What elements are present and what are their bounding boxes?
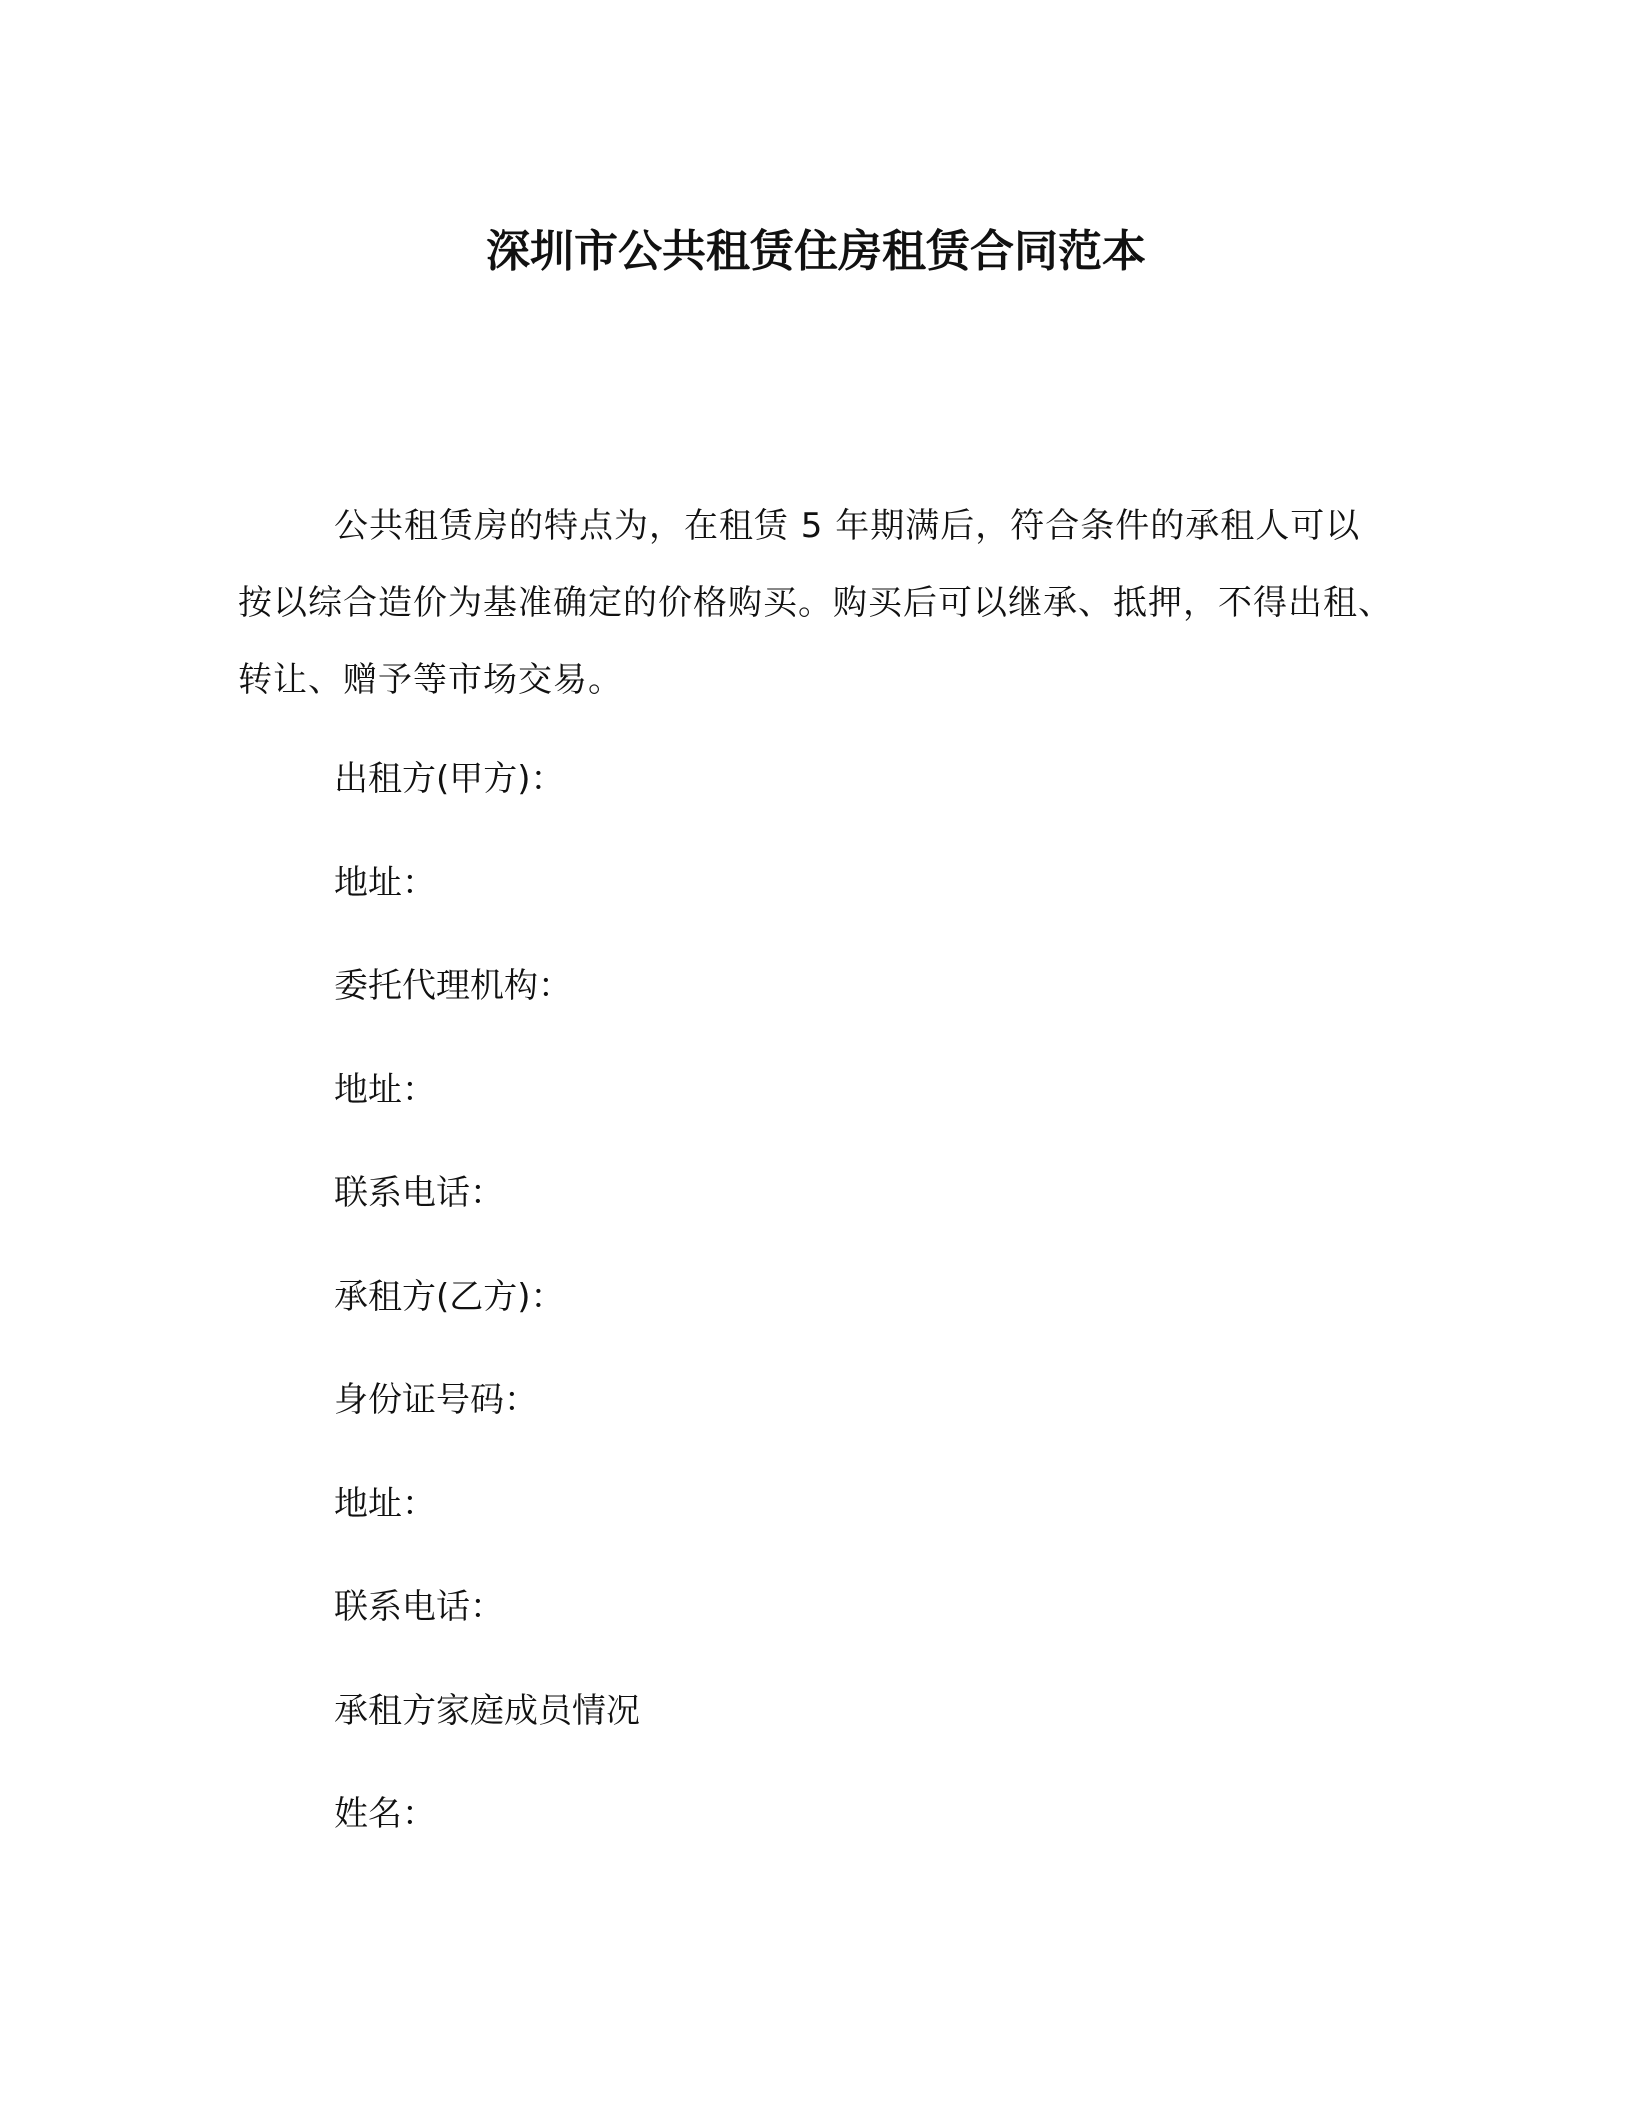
family-members-heading: 承租方家庭成员情况 — [334, 1691, 640, 1731]
name-label: 姓名： — [334, 1794, 436, 1834]
lessor-address-label: 地址： — [334, 863, 436, 903]
id-number-label: 身份证号码： — [334, 1380, 538, 1420]
intro-paragraph: 公共租赁房的特点为，在租赁 5 年期满后，符合条件的承租人可以按以综合造价为基准确定的价格购买。购买后可以继承、抵押，不得出租、转让、赠予等市场交易。 — [238, 506, 1393, 700]
lessee-address-label: 地址： — [334, 1484, 436, 1524]
lessee-label: 承租方(乙方)： — [334, 1277, 565, 1317]
lessee-phone-label: 联系电话： — [334, 1587, 504, 1627]
agency-label: 委托代理机构： — [334, 966, 572, 1006]
agency-address-label: 地址： — [334, 1070, 436, 1110]
document-title: 深圳市公共租赁住房租赁合同范本 — [486, 226, 1146, 277]
agency-phone-label: 联系电话： — [334, 1173, 504, 1213]
lessor-label: 出租方(甲方)： — [334, 759, 565, 799]
